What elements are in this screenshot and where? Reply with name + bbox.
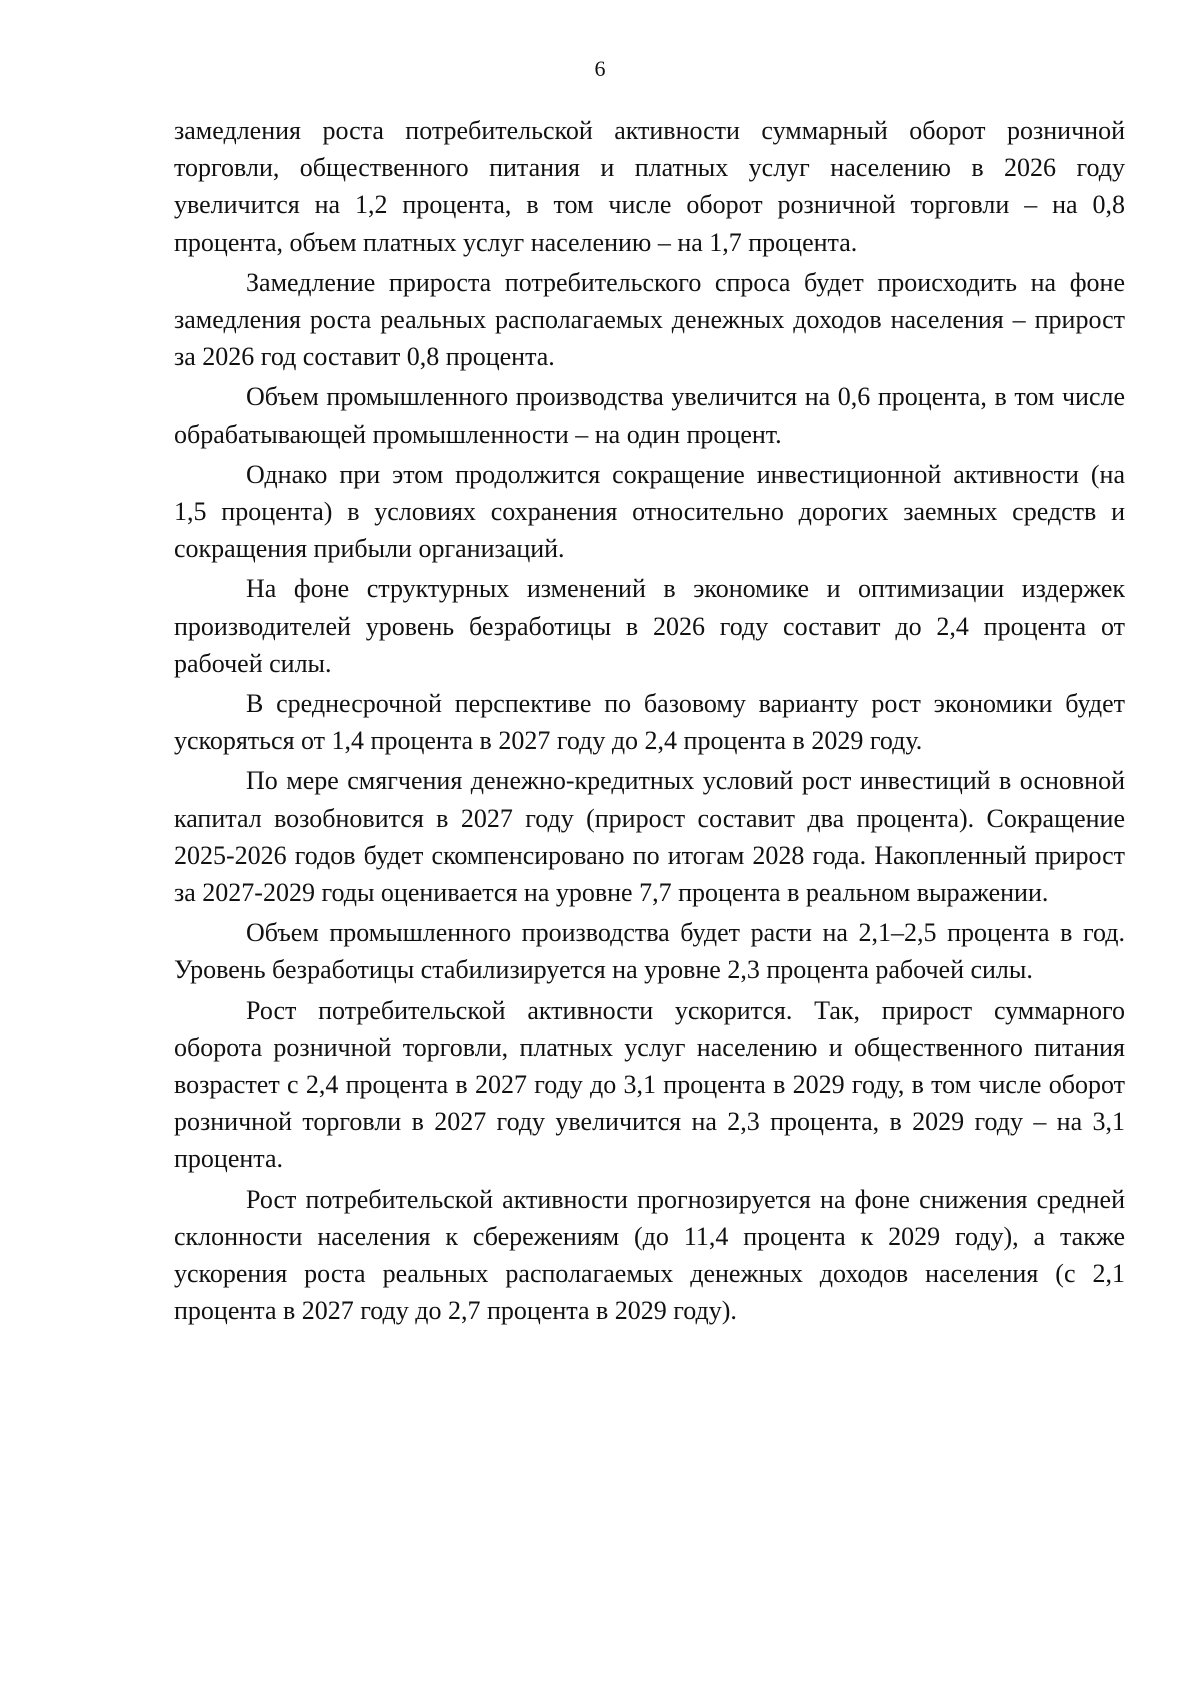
page-number: 6 [594,56,606,81]
paragraph-3: Объем промышленного производства увеличится на 0,6 процента, в том числе обрабатывающей промышленности – на один процент. [174,382,1125,449]
paragraph-1: замедления роста потребительской активности суммарный оборот розничной торговли, общественного питания и платных услуг населению в 2026 году увеличится на 1,2 процента, в том числе оборот розничной торговли – на 0,8 процента, объем платных услуг населению – на 1,7 процента. [174,116,1125,257]
document-body [174,112,1125,1333]
paragraph-8: Объем промышленного производства будет расти на 2,1–2,5 процента в год. Уровень безработицы стабилизируется на уровне 2,3 процента рабочей силы. [174,918,1125,985]
paragraph-6: В среднесрочной перспективе по базовому варианту рост экономики будет ускоряться от 1,4 процента в 2027 году до 2,4 процента в 2029 году. [174,689,1125,756]
paragraph-2: Замедление прироста потребительского спроса будет происходить на фоне замедления роста реальных располагаемых денежных доходов населения – прирост за 2026 год составит 0,8 процента. [174,267,1125,372]
paragraph-9: Рост потребительской активности ускорится. Так, прирост суммарного оборота розничной торговли, платных услуг населению и общественного питания возрастет с 2,4 процента в 2027 году до 3,1 процента в 2029 году, в том числе оборот розничной торговли в 2027 году увеличится на 2,3 процента, в 2029 году – на 3,1 процента. [174,995,1125,1174]
paragraph-5: На фоне структурных изменений в экономике и оптимизации издержек производителей уровень безработицы в 2026 году составит до 2,4 процента от рабочей силы. [174,574,1125,678]
paragraph-7: По мере смягчения денежно-кредитных условий рост инвестиций в основной капитал возобновится в 2027 году (прирост составит два процента). Сокращение 2025-2026 годов будет скомпенсировано по итогам 2028 года. Накопленный прирост за 2027-2029 годы оценивается на уровне 7,7 процента в реальном выражении. [174,766,1125,908]
paragraph-10: Рост потребительской активности прогнозируется на фоне снижения средней склонности населения к сбережениям (до 11,4 процента к 2029 году), а также ускорения роста реальных располагаемых денежных доходов населения (с 2,1 процента в 2027 году до 2,7 процента в 2029 году). [174,1184,1125,1326]
paragraph-4: Однако при этом продолжится сокращение инвестиционной активности (на 1,5 процента) в условиях сохранения относительно дорогих заемных средств и сокращения прибыли организаций. [174,459,1125,564]
